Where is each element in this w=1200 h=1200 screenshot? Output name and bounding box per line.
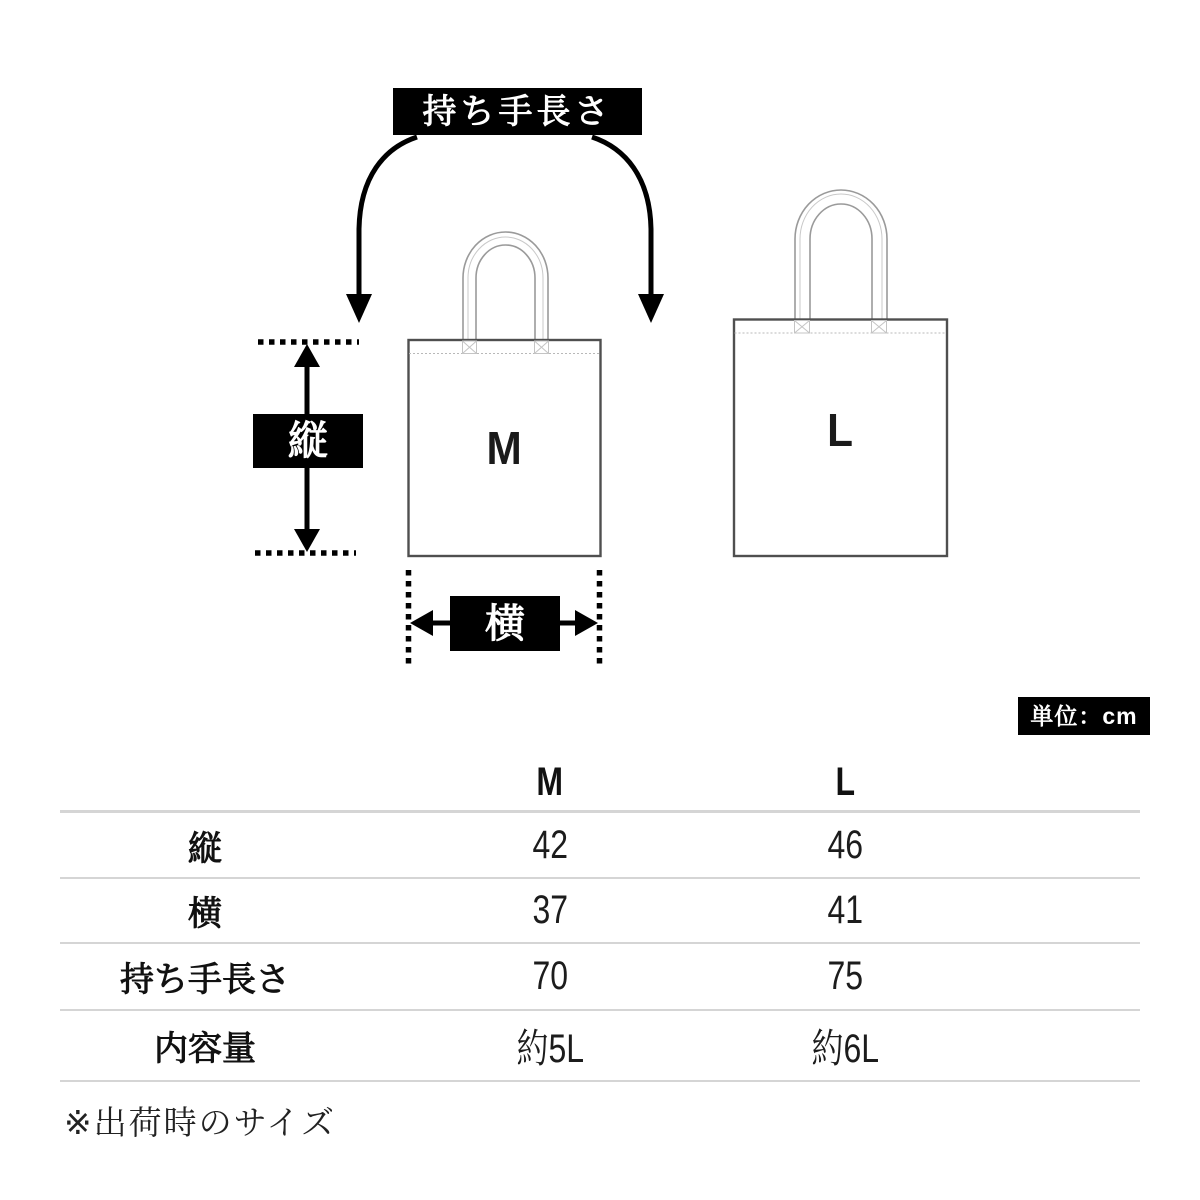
handle-length-label-text: 持ち手長さ	[422, 92, 613, 131]
row-value-l: 約6L	[811, 1027, 879, 1071]
row-value-l: 46	[827, 822, 863, 867]
size-table-header-row	[60, 755, 1140, 813]
handle-length-label	[393, 88, 642, 135]
width-label	[450, 596, 560, 651]
unit-label-text: 単位：cm	[1030, 702, 1138, 729]
row-label: 内容量	[154, 1030, 256, 1068]
bag-l-handle	[795, 190, 887, 321]
table-row-handle-length	[60, 944, 1140, 1011]
height-label	[253, 414, 363, 468]
bag-m-handle	[463, 232, 548, 342]
size-table	[60, 755, 1140, 1082]
row-value-m: 70	[532, 954, 568, 998]
row-value-l: 41	[827, 888, 863, 932]
shipping-size-note: ※出荷時のサイズ	[64, 1104, 337, 1141]
row-label: 縦	[188, 829, 222, 868]
row-label: 持ち手長さ	[120, 961, 290, 999]
row-label: 横	[188, 895, 222, 933]
header-col-m: M	[536, 760, 564, 804]
table-row-height	[60, 813, 1140, 879]
row-value-l: 75	[827, 954, 863, 998]
table-row-width	[60, 879, 1140, 944]
unit-label	[1018, 697, 1150, 735]
row-value-m: 42	[532, 822, 568, 867]
row-value-m: 約5L	[516, 1027, 584, 1071]
width-label-text: 横	[485, 601, 525, 646]
handle-length-arrow-left	[346, 137, 417, 323]
bag-l-size-letter: L	[827, 404, 854, 456]
height-label-text: 縦	[288, 419, 328, 463]
table-row-capacity	[60, 1011, 1140, 1082]
handle-length-arrow-right	[592, 137, 664, 323]
row-value-m: 37	[532, 888, 568, 932]
header-col-l: L	[835, 760, 855, 804]
bag-m-size-letter: M	[486, 422, 522, 474]
